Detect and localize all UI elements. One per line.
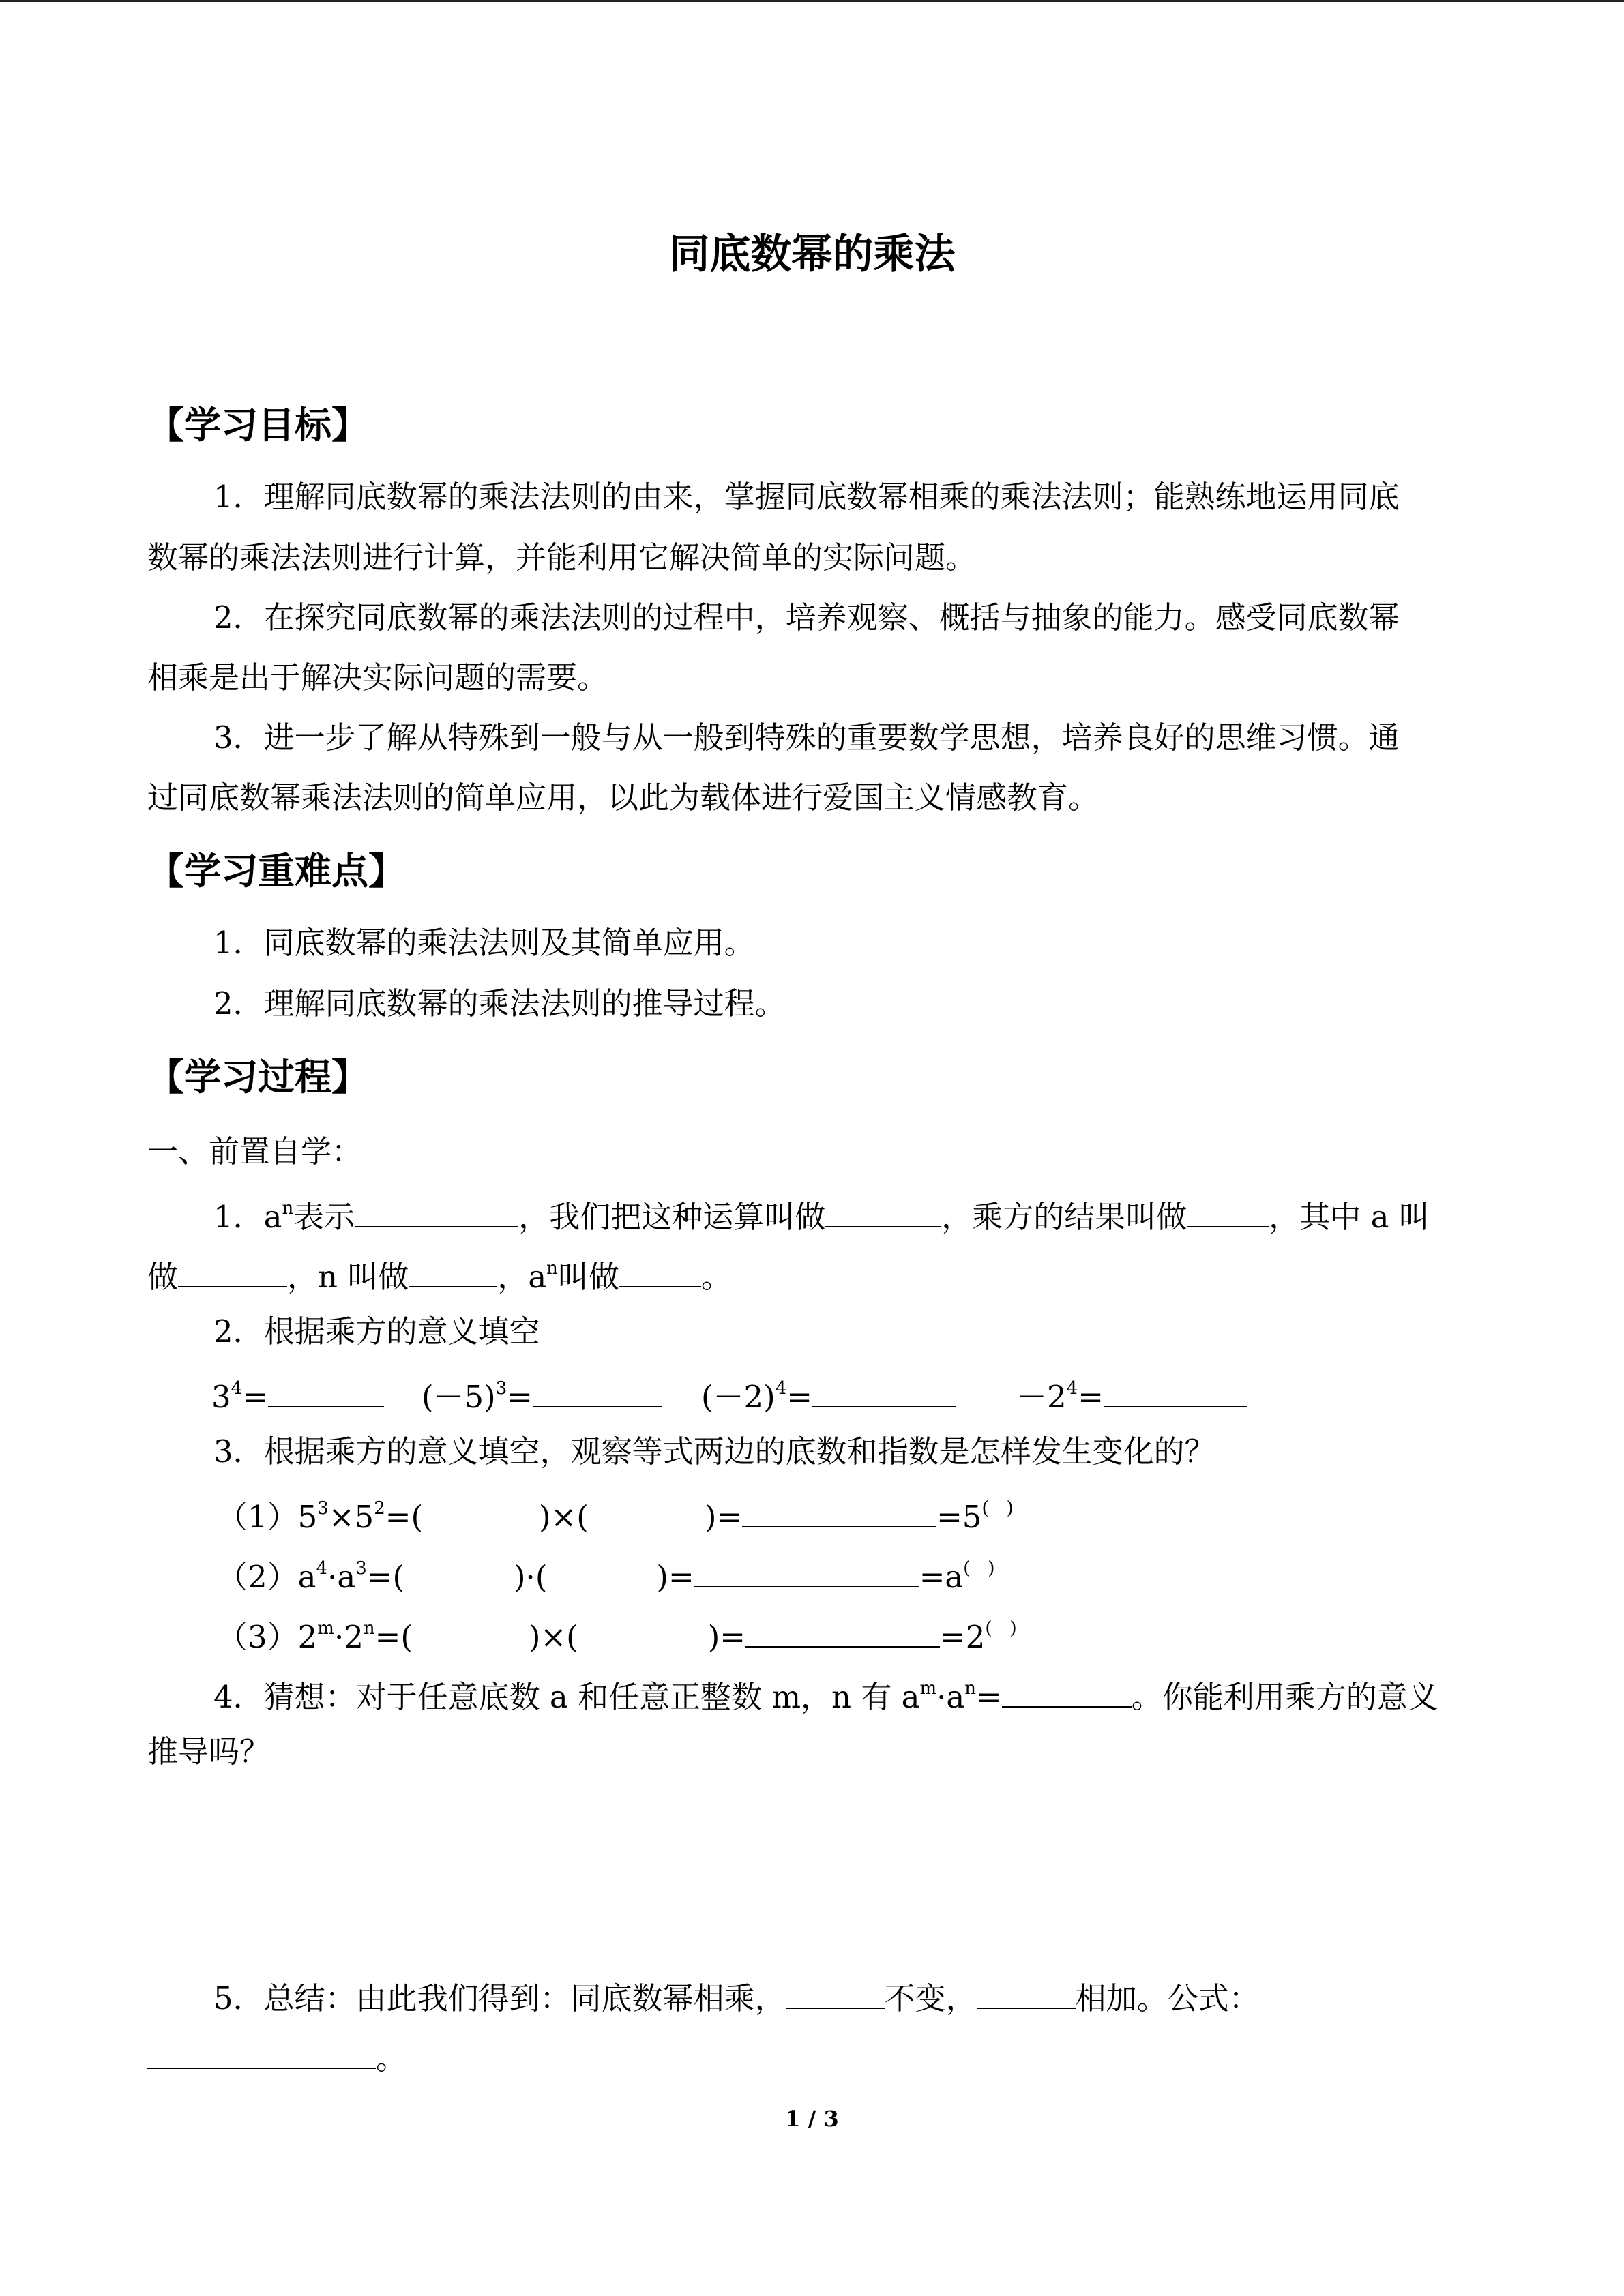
q1-exp: n — [282, 1198, 294, 1219]
q2-expr-2-base: (－5) — [422, 1379, 496, 1415]
question-3: 3．根据乘方的意义填空，观察等式两边的底数和指数是怎样发生变化的？ — [213, 1433, 1215, 1470]
q2-expr-4 — [1016, 1376, 1247, 1415]
answer-blank[interactable] — [1187, 1196, 1269, 1227]
q3-row-3-op: · — [334, 1619, 344, 1655]
answer-blank[interactable] — [977, 1978, 1076, 2009]
q3-row-2-close: )= — [656, 1559, 694, 1595]
question-5-line-2 — [147, 2038, 407, 2074]
q3-row-2-exp-blank[interactable]: ( ) — [963, 1558, 995, 1579]
q4-text-1: 4．猜想：对于任意底数 a 和任意正整数 m，n 有 a — [213, 1679, 920, 1715]
q3-row-3-b-exp: n — [363, 1618, 375, 1639]
q1-text-1: 表示 — [293, 1199, 355, 1235]
q3-row-3-a: 2 — [297, 1619, 318, 1655]
q2-expr-1-base: 3 — [211, 1379, 231, 1415]
q3-row-3-mid: )×( — [528, 1619, 578, 1655]
q3-row-1-op: × — [328, 1499, 355, 1535]
q3-row-2-label: （2） — [217, 1559, 298, 1595]
q5-text-2: 不变， — [884, 1980, 977, 2016]
q1-text-7: ，a — [497, 1259, 547, 1295]
answer-blank[interactable] — [1104, 1376, 1247, 1407]
q2-expr-4-base: －2 — [1016, 1379, 1067, 1415]
q1-text-9: 。 — [700, 1259, 732, 1295]
question-5-line-1 — [213, 1978, 1260, 2014]
answer-blank[interactable] — [355, 1196, 518, 1227]
q3-row-3-label: （3） — [217, 1619, 298, 1655]
q2-expr-2-exp: 3 — [495, 1378, 507, 1399]
q2-expr-1 — [211, 1376, 384, 1415]
q3-row-2-op: · — [327, 1559, 338, 1595]
q3-row-1-label: （1） — [217, 1499, 298, 1535]
question-1-line-1 — [213, 1196, 1430, 1235]
q3-row-1-result: =5 — [936, 1499, 982, 1535]
q3-row-2-open: =( — [366, 1559, 404, 1595]
answer-blank[interactable] — [409, 1256, 497, 1287]
answer-blank[interactable] — [1002, 1676, 1132, 1708]
part-1-title: 一、前置自学： — [147, 1133, 363, 1169]
q3-row-2-a: a — [297, 1559, 316, 1595]
section-heading-process: 【学习过程】 — [147, 1056, 368, 1099]
answer-blank[interactable] — [268, 1376, 384, 1407]
q1-number: 1． — [213, 1199, 264, 1235]
q3-row-1-open: =( — [385, 1499, 423, 1535]
q3-row-2-a-exp: 4 — [316, 1558, 328, 1579]
goal-3-line-2: 过同底数幂乘法法则的简单应用，以此为载体进行爱国主义情感教育。 — [147, 779, 1099, 816]
answer-blank[interactable] — [533, 1376, 662, 1407]
goal-2-line-2: 相乘是出于解决实际问题的需要。 — [147, 659, 608, 696]
answer-blank[interactable] — [178, 1256, 287, 1287]
q3-row-1-close: )= — [704, 1499, 743, 1535]
question-1-line-2 — [147, 1256, 732, 1295]
q2-expr-1-exp: 4 — [231, 1378, 243, 1399]
q5-text-1: 5．总结：由此我们得到：同底数幂相乘， — [213, 1980, 786, 2016]
q2-expr-4-exp: 4 — [1066, 1378, 1078, 1399]
question-4-line-1 — [213, 1676, 1438, 1715]
page-title: 同底数幂的乘法 — [668, 230, 956, 278]
q1-exp-2: n — [546, 1258, 558, 1279]
goal-1-line-2: 数幂的乘法法则进行计算，并能利用它解决简单的实际问题。 — [147, 539, 977, 576]
q1-text-8: 叫做 — [557, 1259, 619, 1295]
q2-expr-2-eq: = — [507, 1379, 533, 1415]
answer-blank[interactable] — [745, 1616, 940, 1648]
q4-exp-m: m — [919, 1678, 937, 1699]
q3-row-1-a: 5 — [297, 1499, 318, 1535]
q4-eq: = — [976, 1679, 1002, 1715]
q2-expr-4-eq: = — [1078, 1379, 1104, 1415]
q3-row-3-open: =( — [374, 1619, 413, 1655]
q4-text-2: 。你能利用乘方的意义 — [1131, 1679, 1438, 1715]
q3-row-2-mid: )·( — [514, 1559, 548, 1595]
q5-end: 。 — [376, 2040, 407, 2076]
answer-blank[interactable] — [742, 1496, 936, 1527]
q4-exp-n: n — [964, 1678, 977, 1699]
q3-row-3-close: )= — [707, 1619, 745, 1655]
goal-3-line-1: 3．进一步了解从特殊到一般与从一般到特殊的重要数学思想，培养良好的思维习惯。通 — [213, 719, 1400, 756]
page-number: 1 / 3 — [785, 2106, 839, 2132]
q5-text-3: 相加。公式： — [1075, 1980, 1260, 2016]
section-heading-goals: 【学习目标】 — [147, 404, 368, 447]
q2-expr-3-base: (－2) — [701, 1379, 776, 1415]
q3-row-3-b: 2 — [344, 1619, 364, 1655]
q2-expr-3-exp: 4 — [775, 1378, 787, 1399]
question-2: 2．根据乘方的意义填空 — [213, 1313, 540, 1350]
key-point-1: 1．同底数幂的乘法法则及其简单应用。 — [213, 925, 755, 961]
key-point-2: 2．理解同底数幂的乘法法则的推导过程。 — [213, 985, 786, 1022]
q3-row-1-b-exp: 2 — [374, 1498, 385, 1519]
q1-text-2: ，我们把这种运算叫做 — [518, 1199, 826, 1235]
q4-op: ·a — [936, 1679, 965, 1715]
answer-blank[interactable] — [694, 1556, 919, 1587]
q1-base: a — [263, 1199, 282, 1235]
q3-row-3-result: =2 — [940, 1619, 986, 1655]
answer-blank[interactable] — [825, 1196, 941, 1227]
q3-row-3-exp-blank[interactable]: ( ) — [985, 1618, 1017, 1639]
section-heading-key-points: 【学习重难点】 — [147, 850, 405, 893]
goal-1-line-1: 1．理解同底数幂的乘法法则的由来，掌握同底数幂相乘的乘法法则；能熟练地运用同底 — [213, 479, 1400, 515]
answer-blank[interactable] — [147, 2038, 376, 2069]
q3-row-2-b-exp: 3 — [355, 1558, 367, 1579]
q3-row-2 — [217, 1556, 995, 1595]
q1-text-3: ，乘方的结果叫做 — [941, 1199, 1187, 1235]
q3-row-1-mid: )×( — [539, 1499, 589, 1535]
q2-expr-3 — [701, 1376, 956, 1415]
answer-blank[interactable] — [786, 1978, 885, 2009]
q3-row-1-exp-blank[interactable]: ( ) — [981, 1498, 1014, 1519]
answer-blank[interactable] — [619, 1256, 701, 1287]
q3-row-1-b: 5 — [354, 1499, 374, 1535]
q3-row-1 — [217, 1496, 1014, 1535]
q3-row-3-a-exp: m — [317, 1618, 334, 1639]
q2-expr-1-eq: = — [242, 1379, 268, 1415]
question-4-line-2: 推导吗？ — [147, 1733, 271, 1770]
goal-2-line-1: 2．在探究同底数幂的乘法法则的过程中，培养观察、概括与抽象的能力。感受同底数幂 — [213, 599, 1400, 636]
q1-text-5: 做 — [147, 1259, 179, 1295]
q3-row-3 — [217, 1616, 1017, 1655]
q1-text-4: ，其中 a 叫 — [1269, 1199, 1430, 1235]
answer-blank[interactable] — [812, 1376, 956, 1407]
q3-row-2-b: a — [337, 1559, 356, 1595]
q3-row-2-result: =a — [919, 1559, 964, 1595]
q3-row-1-a-exp: 3 — [317, 1498, 329, 1519]
q2-expr-2 — [422, 1376, 662, 1415]
q1-text-6: ，n 叫做 — [287, 1259, 409, 1295]
q2-expr-3-eq: = — [786, 1379, 813, 1415]
